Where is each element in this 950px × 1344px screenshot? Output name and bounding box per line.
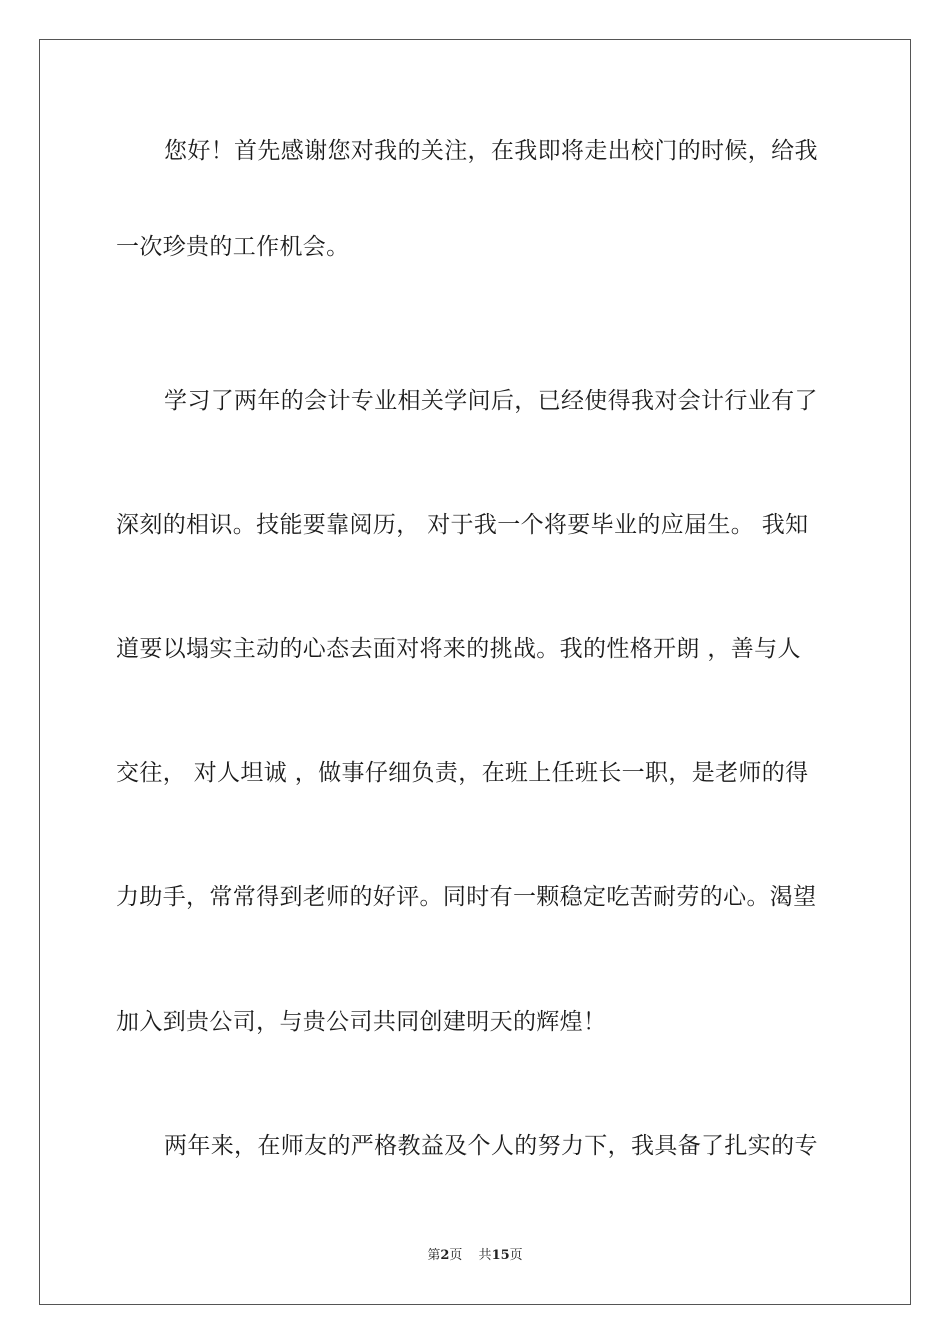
paragraph-line: 您好！首先感谢您对我的关注，在我即将走出校门的时候，给我 <box>164 138 818 164</box>
paragraph-line: 学习了两年的会计专业相关学问后，已经使得我对会计行业有了 <box>164 388 818 414</box>
page-indicator: 第2页 <box>427 1248 463 1263</box>
total-pages-indicator: 共15页 <box>478 1248 523 1263</box>
paragraph-line: 交往， 对人坦诚 ，做事仔细负责，在班上任班长一职，是老师的得 <box>116 760 809 786</box>
paragraph-line: 深刻的相识。技能要靠阅历， 对于我一个将要毕业的应届生。 我知 <box>116 512 809 538</box>
paragraph-line: 加入到贵公司，与贵公司共同创建明天的辉煌！ <box>116 1009 607 1035</box>
page-border <box>39 39 911 1305</box>
paragraph-line: 一次珍贵的工作机会。 <box>116 234 350 260</box>
paragraph-line: 两年来，在师友的严格教益及个人的努力下，我具备了扎实的专 <box>164 1133 818 1159</box>
total-page-count: 15 <box>491 1248 510 1263</box>
current-page-number: 2 <box>440 1248 450 1263</box>
page-footer <box>0 1247 950 1265</box>
paragraph-line: 力助手，常常得到老师的好评。同时有一颗稳定吃苦耐劳的心。渴望 <box>116 884 817 910</box>
paragraph-line: 道要以塌实主动的心态去面对将来的挑战。我的性格开朗 ，善与人 <box>116 636 801 662</box>
